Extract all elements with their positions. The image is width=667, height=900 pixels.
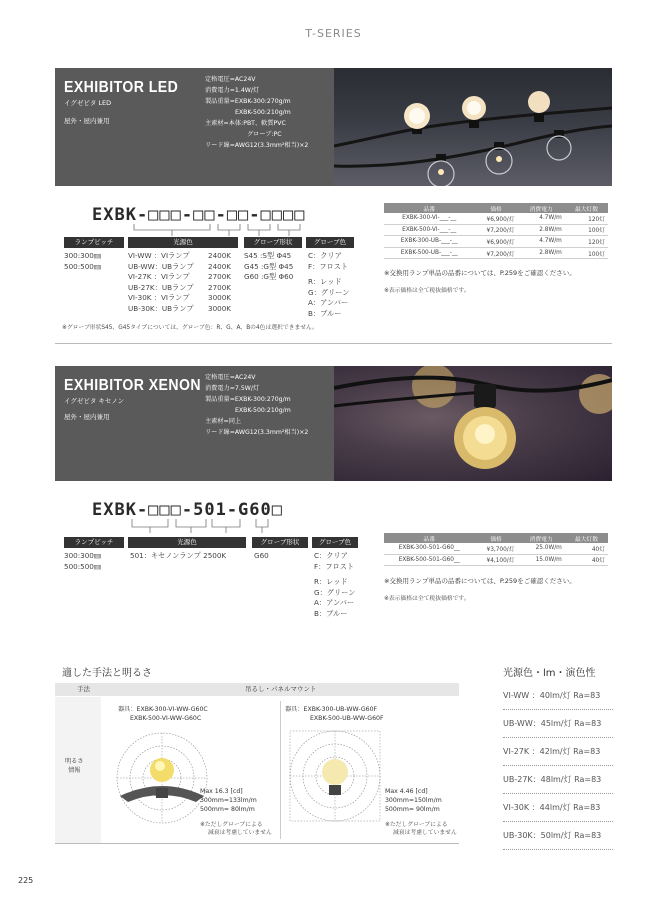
section-divider [55,343,612,344]
globe-color-option: F：フロスト [308,261,349,271]
table-header: 消費電力 [518,203,565,213]
header-globe-shape: グローブ形状 [244,237,302,248]
product2-use: 屋外・屋内兼用 [64,413,110,421]
header-lamp-pitch: ランプピッチ [64,537,124,548]
right-photometric-data: Max 4.46 [cd] 300mm=150lm/m 500mm= 90lm/m [385,788,442,813]
spec-line: 消費電力=1.4W/灯 [205,87,260,94]
table-row: EXBK-300-UB-___-__ ¥6,900/灯 4.7W/m 120灯 [384,236,608,248]
product1-price-table [384,203,608,259]
pitch-option: 300:300㎜ [64,251,102,260]
globe-color-options [308,251,349,319]
left-fixture: 器具：EXBK-300-VI-WW-G60C EXBK-500-VI-WW-G60C [118,706,208,722]
spec-line: 製品重量=EXBK-300:270g/m [205,396,291,403]
table-header: 価格 [474,203,517,213]
xenon-light-image [334,366,612,481]
spec-line: 主素材=本体:PBT、軟質PVC [205,120,286,127]
globe-color-option: F：フロスト [314,561,355,571]
color-option: VI-WW ：VIランプ 2400K [128,251,232,260]
globe-color-option: G：グリーン [314,587,356,597]
globe-color-option: A：アンバー [308,298,349,307]
product1-code: EXBK-□□□-□□-□□-□□□□ [92,205,306,225]
pitch-option: 500:500㎜ [64,261,102,271]
globe-shape-option: G60 [254,551,269,560]
globe-shape-option: G60 :G型 Φ60 [244,272,294,281]
luminance-row: UB-30K：50lm/灯 Ra=83 [503,822,613,850]
globe-color-option: B：ブルー [308,308,342,318]
table-header: 品番 [384,533,474,543]
product2-specs [205,372,308,438]
luminance-row: UB-27K：48lm/灯 Ra=83 [503,766,613,794]
globe-footnote: ※グローブ形状S45、G45タイプについては、グローブ色：R、G、A、Bの4色は選択できません。 [62,325,318,331]
table-row: EXBK-500-501-G60__ ¥4,100/灯 15.0W/m 40灯 [384,554,608,566]
luminance-row: VI-27K ：42lm/灯 Ra=83 [503,738,613,766]
header-globe-shape: グローブ形状 [252,537,308,548]
product1-subtitle: イグゼビタ LED [64,99,112,107]
header-lamp-pitch: ランプピッチ [64,237,124,248]
replacement-note: ※交換用ランプ単品の品番については、P.259をご確認ください。 [384,577,576,585]
color-option: UB-27K：UBランプ 2700K [128,282,232,292]
color-option: 501：キセノンランプ 2500K [130,551,227,560]
spec-line: 定格電圧=AC24V [205,374,256,381]
globe-color-option: A：アンバー [314,598,355,607]
table-header: 最大灯数 [565,203,608,213]
globe-color-options [314,551,355,619]
spec-line: 消費電力=7.5W/灯 [205,385,260,392]
spec-line: リード線=AWG12(3.3mm²相当)×2 [205,429,309,436]
method-label: 手法 [77,685,90,693]
left-light-distribution-diagram [112,730,212,830]
table-row: EXBK-300-VI-___-__ ¥6,900/灯 4.7W/m 120灯 [384,213,608,224]
product2-code-brackets [60,517,360,535]
string-lights-image [334,68,612,186]
product1-code-brackets [60,222,360,238]
pitch-option: 500:500㎜ [64,561,102,571]
product2-title: EXHIBITOR XENON [64,377,201,394]
page-number: 225 [18,876,34,885]
application-title: 適した手法と明るさ [62,668,152,679]
product2-code: EXBK-□□□-501-G60□ [92,500,283,520]
tax-note: ※表示価格は全て税抜価格です。 [384,288,470,294]
replacement-note: ※交換用ランプ単品の品番については、P.259をご確認ください。 [384,269,576,277]
color-option: VI-27K ：VIランプ 2700K [128,272,232,281]
method-value: 吊るし・パネルマウント [245,685,317,693]
spec-line: グローブ:PC [247,131,282,138]
color-option: UB-WW：UBランプ 2400K [128,261,232,271]
luminance-row: VI-WW ：40lm/灯 Ra=83 [503,682,613,710]
spec-line: 主素材=同上 [205,418,242,425]
header-globe-color: グローブ色 [306,237,354,248]
table-header: 価格 [474,533,517,543]
globe-color-option: R：レッド [308,277,342,286]
left-photometric-data: Max 16.3 [cd] 300mm=133lm/m 500mm= 80lm/m [200,788,257,813]
globe-color-option: C：クリア [314,551,348,560]
globe-shape-option: G45 :G型 Φ45 [244,261,294,271]
pitch-options [64,551,101,572]
spec-line: EXBK-500:210g/m [235,407,291,414]
spec-line: 定格電圧=AC24V [205,76,256,83]
product1-photo [334,68,612,186]
product1-use: 屋外・屋内兼用 [64,117,110,125]
luminance-row: UB-WW：45lm/灯 Ra=83 [503,710,613,738]
application-header-row [55,683,459,696]
globe-shape-options [244,251,293,283]
table-header: 消費電力 [518,533,565,543]
globe-shape-option: S45 :S型 Φ45 [244,251,292,260]
table-header: 品番 [384,203,474,213]
table-row: EXBK-500-VI-___-__ ¥7,200/灯 2.8W/m 100灯 [384,224,608,236]
table-row: EXBK-300-501-G60__ ¥3,700/灯 25.0W/m 40灯 [384,543,608,554]
table-row: EXBK-500-UB-___-__ ¥7,200/灯 2.8W/m 100灯 [384,247,608,259]
spec-line: リード線=AWG12(3.3mm²相当)×2 [205,142,309,149]
product2-subtitle: イグゼビタ キセノン [64,397,125,405]
globe-color-option: R：レッド [314,577,348,586]
header-globe-color: グローブ色 [312,537,358,548]
color-option: VI-30K ：VIランプ 3000K [128,293,232,302]
product1-title: EXHIBITOR LED [64,79,179,96]
brightness-label: 明るさ 情報 [65,758,84,774]
product2-price-table [384,533,608,566]
luminance-title: 光源色・lm・演色性 [503,668,596,679]
pitch-options [64,251,101,272]
header-light-color: 光源色 [128,537,246,548]
globe-color-option: G：グリーン [308,287,350,297]
table-header: 最大灯数 [565,533,608,543]
luminance-row: VI-30K ：44lm/灯 Ra=83 [503,794,613,822]
right-note: ※ただしグローブによる 減衰は考慮していません [385,822,457,836]
series-title: T-SERIES [305,27,362,40]
product2-photo [334,366,612,481]
luminance-list [503,682,613,850]
color-option: UB-30K：UBランプ 3000K [128,303,232,313]
left-note: ※ただしグローブによる 減衰は考慮していません [200,822,272,836]
right-fixture: 器具：EXBK-300-UB-WW-G60F EXBK-500-UB-WW-G60F [285,706,384,722]
spec-line: EXBK-500:210g/m [235,109,291,116]
right-light-distribution-diagram [285,728,385,828]
globe-color-option: C：クリア [308,251,342,260]
pitch-option: 300:300㎜ [64,551,102,560]
tax-note: ※表示価格は全て税抜価格です。 [384,596,470,602]
spec-line: 製品重量=EXBK-300:270g/m [205,98,291,105]
product1-specs [205,74,308,151]
globe-color-option: B：ブルー [314,608,348,618]
header-light-color: 光源色 [128,237,238,248]
column-divider [280,701,281,839]
color-options [128,251,232,314]
